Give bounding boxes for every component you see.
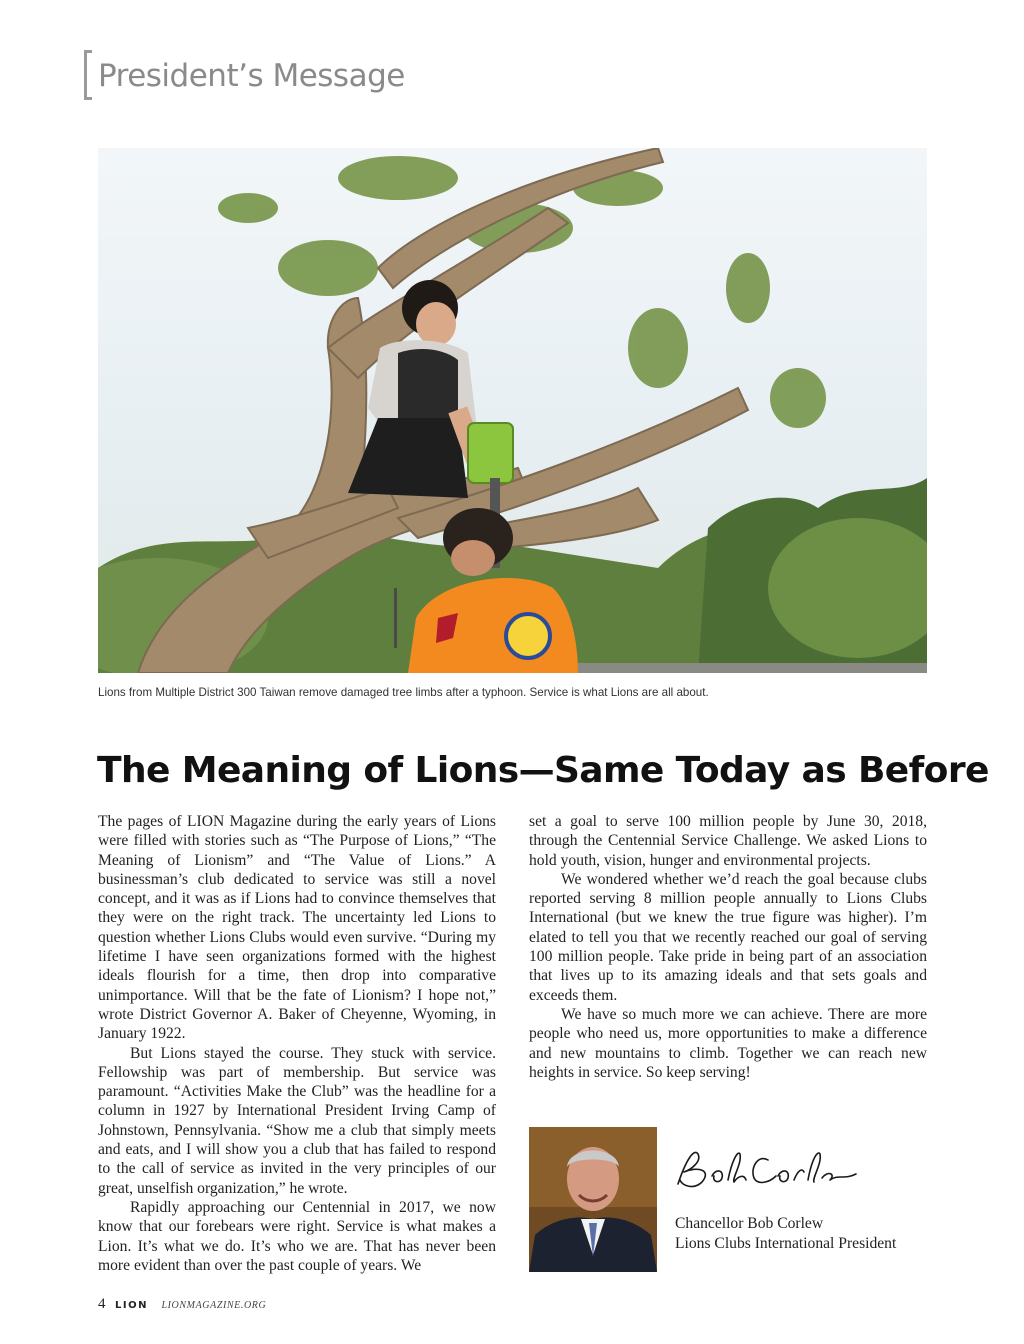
section-title: President’s Message [98,58,405,94]
president-title: Lions Clubs International President [675,1235,897,1252]
president-signature [672,1140,862,1196]
feature-photo [98,148,927,673]
article-right-column [529,812,927,1082]
paragraph: We wondered whether we’d reach the goal because clubs reported serving 8 million people annually to Lions Clubs International (but we knew the true figure was higher). I’m elated to tell you that we recently reached our goal of serving 100 million people. Take pride in being part of an association that lives up to its amazing ideals and that sets goals and exceeds them. [529,870,927,1004]
article-headline: The Meaning of Lions—Same Today as Before [97,750,989,791]
website-url[interactable]: LIONMAGAZINE.ORG [161,1300,267,1311]
president-name: Chancellor Bob Corlew [675,1215,824,1232]
president-portrait [529,1127,657,1272]
section-bracket [84,50,92,100]
page-number: 4 [98,1296,106,1312]
paragraph: Rapidly approaching our Centennial in 2017, we now know that our forebears were right. Service is what makes a Lion. It’s what we do. It’s who we are. That has never been more evident than over the past couple of years. We [98,1198,496,1274]
article-left-column [98,812,496,1275]
magazine-name: LION [115,1300,148,1311]
paragraph: But Lions stayed the course. They stuck with service. Fellowship was part of membership. But service was paramount. “Activities Make the Club” was the headline for a column in 1927 by International President Irving Camp of Johnstown, Pennsylvania. “Show me a club that simply meets and eats, and I will show you a club that has failed to respond to the call of service as invited in the very principles of our great, unselfish organization,” he wrote. [98,1044,496,1197]
page-footer [98,1296,266,1313]
signature-block [675,1214,896,1254]
paragraph: set a goal to serve 100 million people by June 30, 2018, through the Centennial Service Challenge. We asked Lions to hold youth, vision, hunger and environmental projects. [529,813,927,869]
photo-caption: Lions from Multiple District 300 Taiwan remove damaged tree limbs after a typhoon. Service is what Lions are all about. [98,686,709,699]
paragraph: The pages of LION Magazine during the early years of Lions were filled with stories such as “The Purpose of Lions,” “The Meaning of Lionism” and “The Value of Lions.” A businessman’s club dedicated to service was still a novel concept, and it was as if Lions had to convince themselves that they were on the right track. The uncertainty led Lions to question whether Lions Clubs would even survive. “During my lifetime I have seen organizations formed with the highest ideals flourish for a time, then drop into comparative unimportance. Will that be the fate of Lionism? I hope not,” wrote District Governor A. Baker of Cheyenne, Wyoming, in January 1922. [98,813,496,1043]
paragraph: We have so much more we can achieve. There are more people who need us, more opportunities to make a difference and new mountains to climb. Together we can reach new heights in service. So keep serving! [529,1005,927,1081]
